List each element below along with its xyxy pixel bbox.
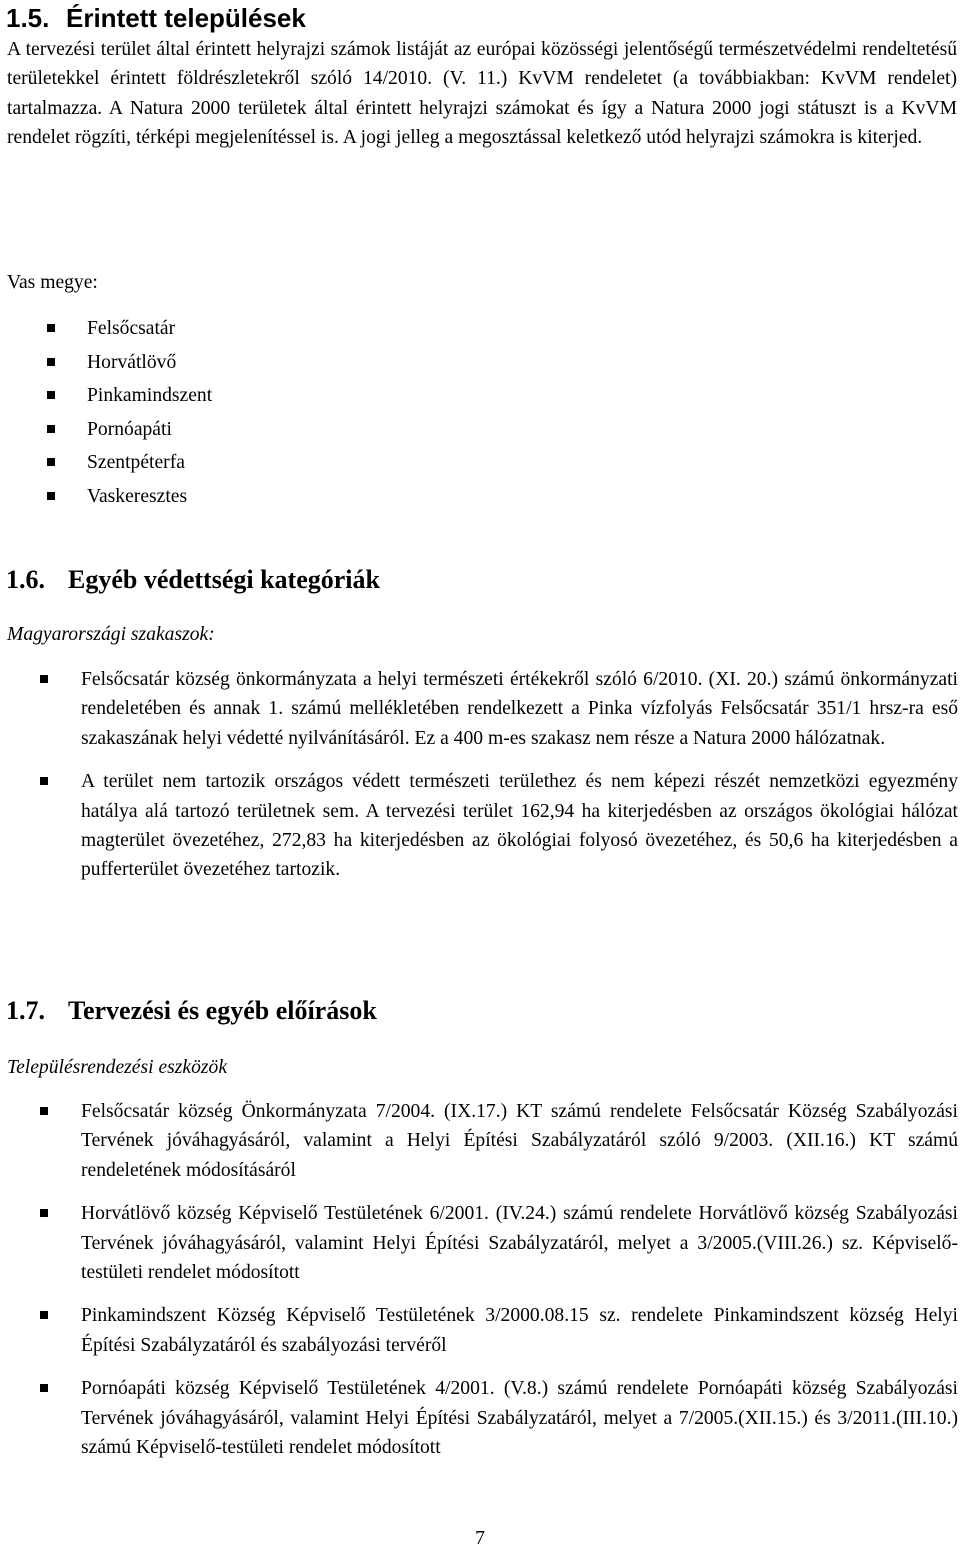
- square-bullet-icon: [40, 675, 48, 683]
- section-1-5-paragraph: A tervezési terület által érintett helyrajzi számok listáját az európai közösségi jelentőségű természetvédelmi rendeltetésű területekkel érintett földrészletekről szóló 14/2010. (V. 11.) KvVM rendeletet (a továbbiakban: KvVM rendelet) tartalmazza. A Natura 2000 területek által érintett helyrajzi számokat és így a Natura 2000 jogi státuszt is a KvVM rendelet rögzíti, térképi megjelenítéssel is. A jogi jelleg a megosztással keletkező utód helyrajzi számokra is kiterjed.: [7, 39, 957, 149]
- list-item: Pornóapáti: [0, 413, 212, 447]
- list-item: Felsőcsatár község Önkormányzata 7/2004. (IX.17.) KT számú rendelete Felsőcsatár Község Szabályozási Tervének jóváhagyásáról, valamint a Helyi Építési Szabályzatáról szóló 9/2003. (XII.16.) KT számú rendeletének módosításáról: [0, 1097, 958, 1185]
- list-item: A terület nem tartozik országos védett természeti területhez és nem képezi részét nemzetközi egyezmény hatálya alá tartozó területnek sem. A tervezési terület 162,94 ha kiterjedésben az országos ökológiai hálózat magterület övezetéhez, 272,83 ha kiterjedésben az ökológiai folyosó övezetéhez, és 50,6 ha kiterjedésben a pufferterület övezetéhez tartozik.: [0, 767, 958, 885]
- section-number: 1.6.: [6, 565, 45, 594]
- square-bullet-icon: [47, 358, 55, 366]
- section-title: Érintett települések: [66, 3, 306, 33]
- square-bullet-icon: [47, 492, 55, 500]
- section-title: Tervezési és egyéb előírások: [68, 996, 377, 1025]
- square-bullet-icon: [40, 1384, 48, 1392]
- square-bullet-icon: [47, 324, 55, 332]
- section-1-7-subheading: Településrendezési eszközök: [7, 1057, 228, 1078]
- page-number: 7: [475, 1528, 485, 1549]
- square-bullet-icon: [47, 425, 55, 433]
- square-bullet-icon: [40, 777, 48, 785]
- list-item: Szentpéterfa: [0, 446, 212, 480]
- square-bullet-icon: [40, 1209, 48, 1217]
- section-1-6-heading: [6, 564, 380, 596]
- list-item: Vaskeresztes: [0, 480, 212, 514]
- section-number: 1.7.: [6, 996, 45, 1025]
- list-item: Felsőcsatár község önkormányzata a helyi természeti értékekről szóló 6/2010. (XI. 20.) számú önkormányzati rendeletében és annak 1. számú mellékletében rendelkezett a Pinka vízfolyás Felsőcsatár 351/1 hrsz-ra eső szakaszának helyi védetté nyilvánításáról. Ez a 400 m-es szakasz nem része a Natura 2000 hálózatnak.: [0, 665, 958, 753]
- list-item: Horvátlövő község Képviselő Testületének 6/2001. (IV.24.) számú rendelete Horvátlövő község Szabályozási Tervének jóváhagyásáról, valamint Helyi Építési Szabályzatáról, melyet a 3/2005.(VIII.26.) sz. Képviselő-testületi rendelet módosított: [0, 1199, 958, 1287]
- list-item: Horvátlövő: [0, 346, 212, 380]
- list-item: Pinkamindszent Község Képviselő Testületének 3/2000.08.15 sz. rendelete Pinkamindszent község Helyi Építési Szabályzatáról és szabályozási tervéről: [0, 1301, 958, 1360]
- square-bullet-icon: [40, 1107, 48, 1115]
- list-item: Pinkamindszent: [0, 379, 212, 413]
- square-bullet-icon: [40, 1311, 48, 1319]
- list-item: Pornóapáti község Képviselő Testületének 4/2001. (V.8.) számú rendelete Pornóapáti község Szabályozási Tervének jóváhagyásáról, valamint Helyi Építési Szabályzatáról, melyet a 7/2005.(XII.15.) és 3/2011.(III.10.) számú Képviselő-testületi rendelet módosított: [0, 1374, 958, 1462]
- section-1-7-heading: [6, 995, 377, 1027]
- list-item: Felsőcsatár: [0, 312, 212, 346]
- section-1-7-list: [0, 1097, 958, 1462]
- section-1-6-list: [0, 665, 958, 885]
- square-bullet-icon: [47, 391, 55, 399]
- square-bullet-icon: [47, 458, 55, 466]
- section-number: 1.5.: [6, 3, 50, 33]
- settlement-list: [0, 312, 212, 513]
- section-1-6-subheading: Magyarországi szakaszok:: [7, 624, 215, 645]
- section-title: Egyéb védettségi kategóriák: [68, 565, 380, 594]
- county-label: Vas megye:: [7, 272, 98, 293]
- section-1-5-heading: [6, 2, 306, 34]
